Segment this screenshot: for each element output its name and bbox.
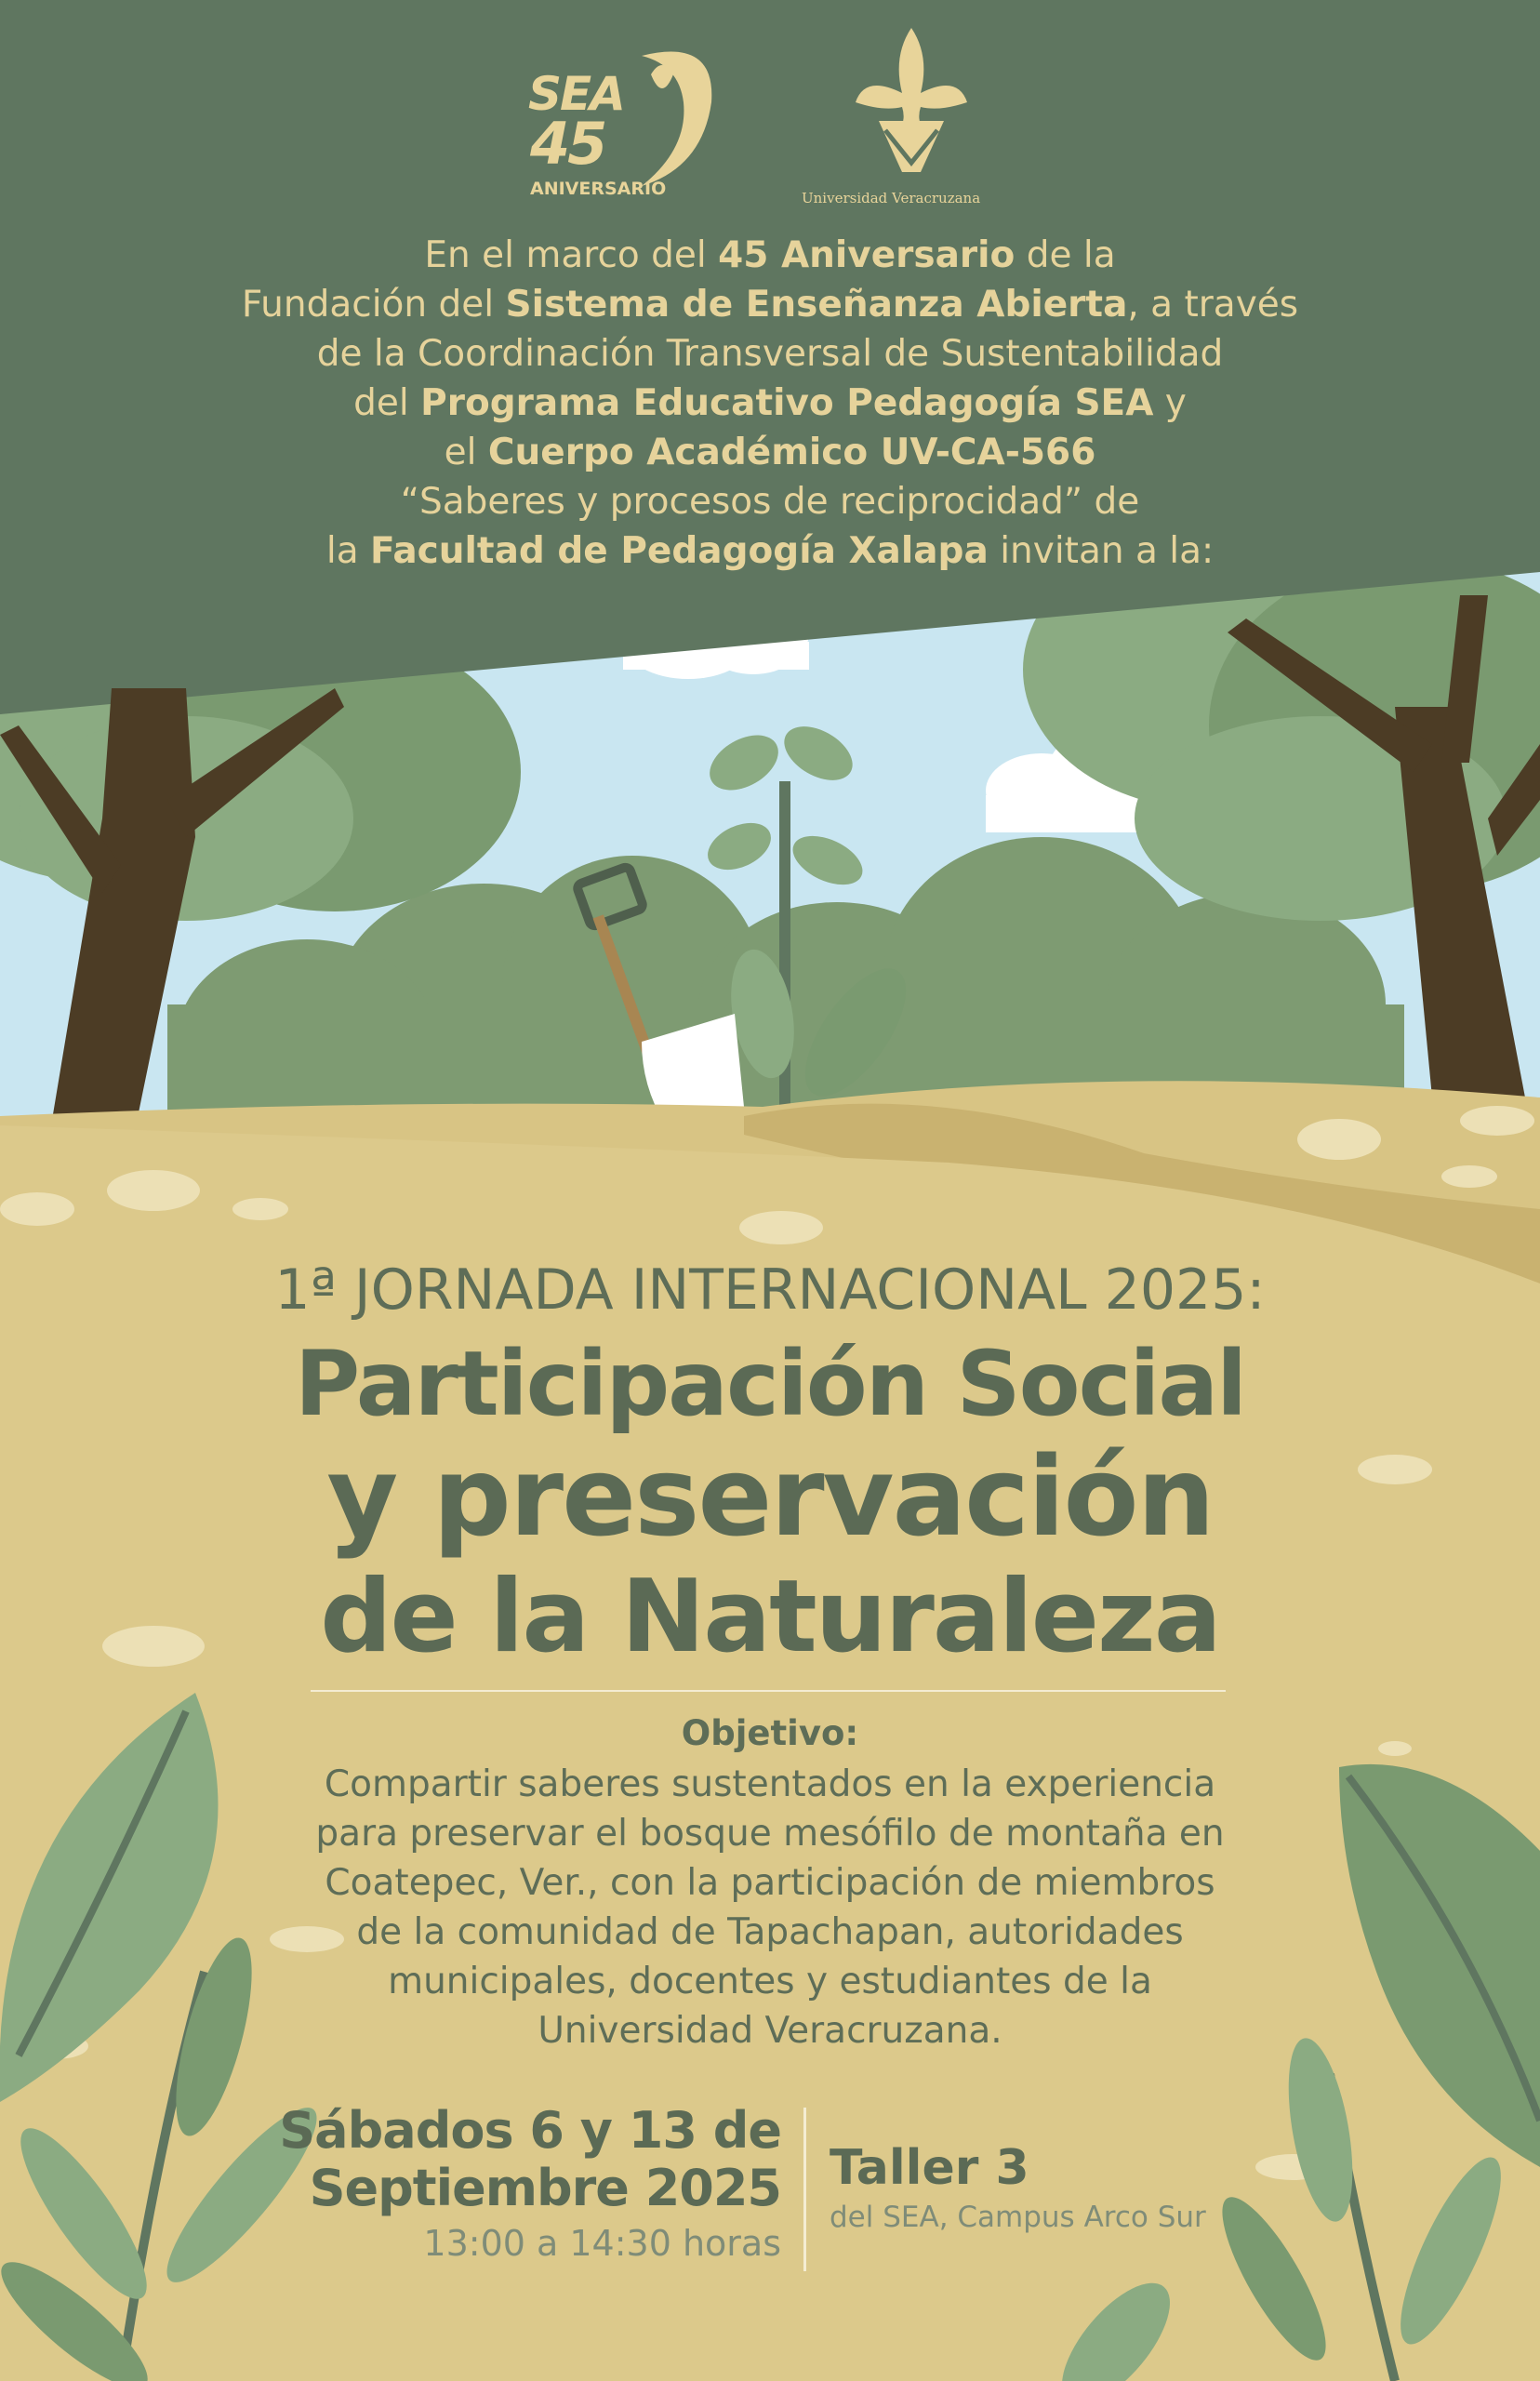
objective-line: Universidad Veracruzana. [538,2010,1002,2052]
vertical-divider [803,2108,806,2271]
venue-detail: del SEA, Campus Arco Sur [830,2201,1206,2234]
intro-line: la Facultad de Pedagogía Xalapa invitan a la: [325,530,1215,572]
intro-line: “Saberes y procesos de reciprocidad” de [400,481,1140,523]
sea-logo-number: 45 [530,110,605,178]
event-title-line-3: de la Naturaleza [320,1559,1220,1675]
intro-line: el Cuerpo Académico UV-CA-566 [444,432,1096,473]
objective-line: de la comunidad de Tapachapan, autoridades [356,1911,1184,1953]
intro-line: Fundación del Sistema de Enseñanza Abierta, a través [241,284,1299,326]
event-time: 13:00 a 14:30 horas [423,2223,781,2264]
venue-name: Taller 3 [830,2140,1029,2196]
uv-logo-name: Universidad Veracruzana [802,190,981,206]
date-line-2: Septiembre 2025 [309,2159,781,2217]
objective-text [214,1760,1326,2055]
event-edition: 1ª JORNADA INTERNACIONAL 2025: [274,1257,1266,1323]
intro-line: del Programa Educativo Pedagogía SEA y [353,382,1187,424]
event-title-line-2: y preservación [326,1432,1214,1561]
sea-logo-subtitle: ANIVERSARIO [530,179,667,199]
objective-line: para preservar el bosque mesófilo de montaña en [315,1813,1225,1855]
venue [830,2139,1276,2238]
intro-paragraph [130,231,1410,576]
date-line-1: Sábados 6 y 13 de [279,2101,781,2160]
sea-logo-text: SEA [528,67,624,121]
objective-line: municipales, docentes y estudiantes de la [388,1961,1152,2002]
schedule [251,2102,781,2268]
intro-line: de la Coordinación Transversal de Sustentabilidad [316,333,1224,375]
divider [311,1690,1226,1692]
intro-line: En el marco del 45 Aniversario de la [424,234,1116,276]
event-title-line-1: Participación Social [294,1332,1246,1436]
objective-label: Objetivo: [681,1713,859,1753]
objective-line: Compartir saberes sustentados en la experiencia [324,1763,1216,1805]
objective-line: Coatepec, Ver., con la participación de miembros [325,1862,1215,1904]
